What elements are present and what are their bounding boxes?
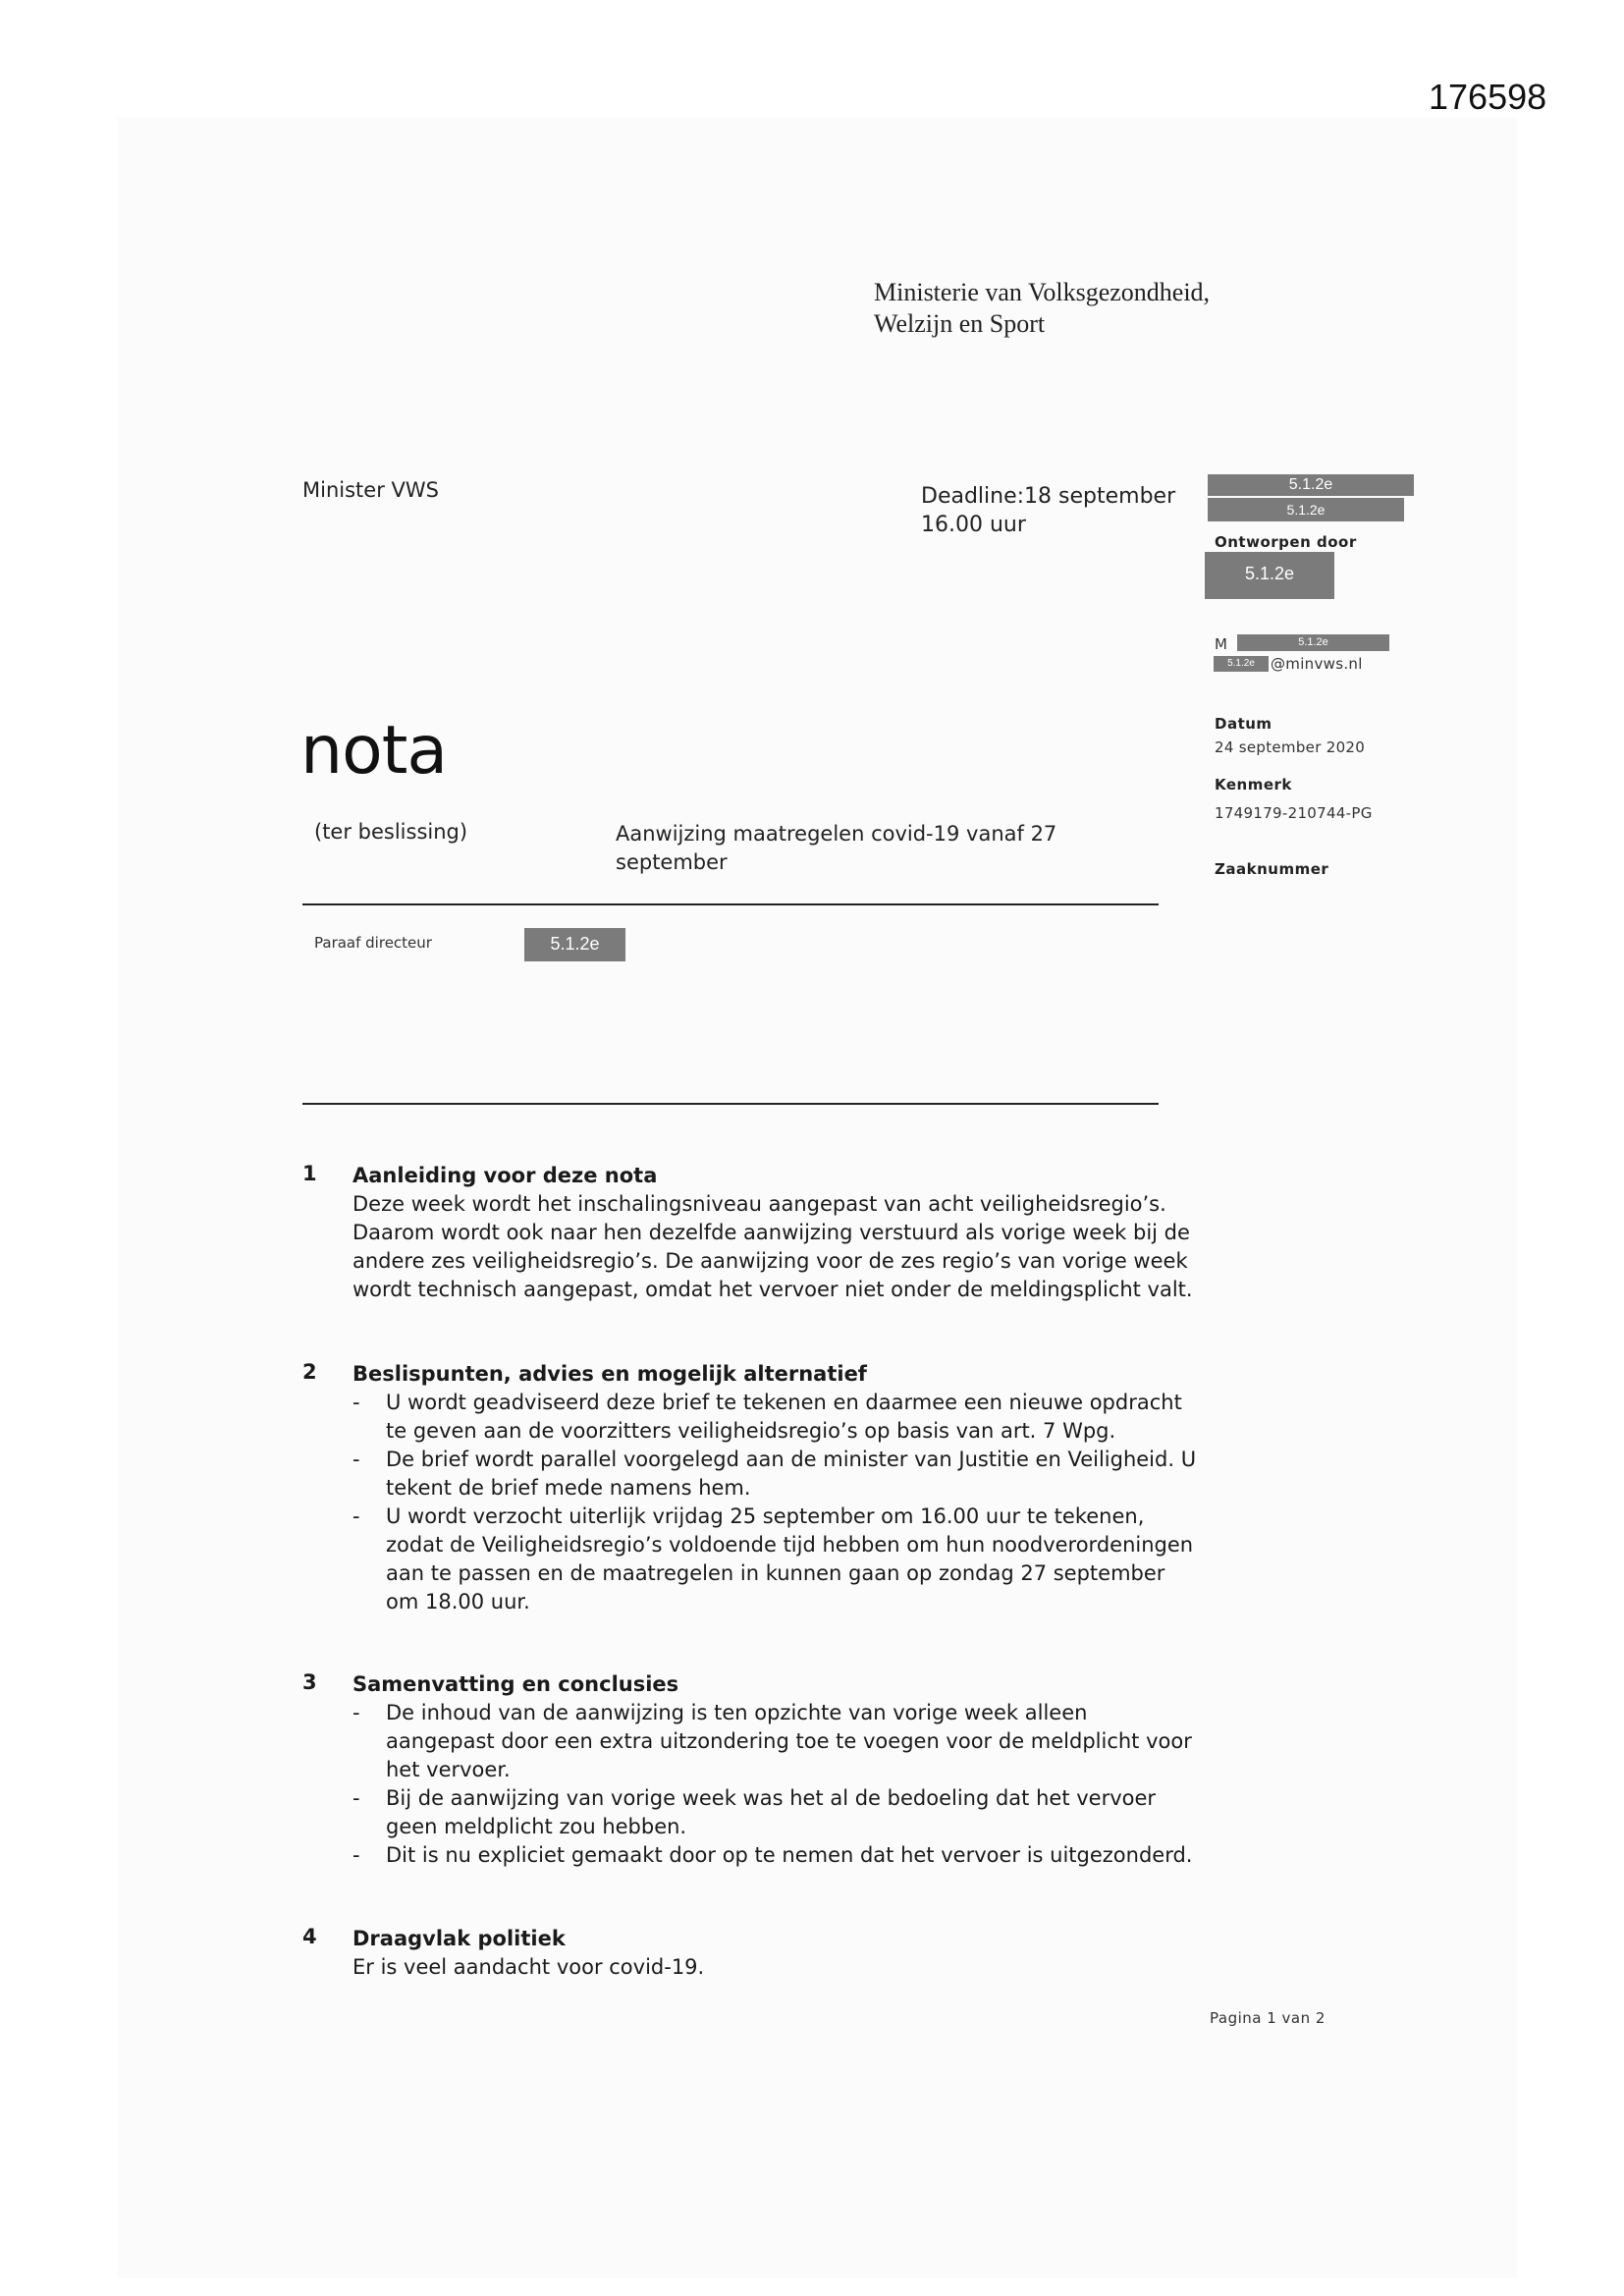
deadline-line-2: 16.00 uur — [921, 513, 1026, 537]
deadline — [921, 482, 1216, 539]
list-item — [352, 1503, 1197, 1616]
pagination: Pagina 1 van 2 — [1210, 2009, 1326, 2027]
bullet-text: Bij de aanwijzing van vorige week was het al de bedoeling dat het vervoer geen meldplicht zou hebben. — [386, 1786, 1157, 1838]
document-type-title: nota — [300, 712, 448, 790]
datum-label: Datum — [1215, 715, 1272, 733]
bullet-list — [352, 1389, 1197, 1616]
divider — [302, 1103, 1159, 1105]
datum-value: 24 september 2020 — [1215, 738, 1366, 756]
bullet-text: De inhoud van de aanwijzing is ten opzichte van vorige week alleen aangepast door een extra uitzondering toe te voegen voor de meldplicht voor het vervoer. — [386, 1701, 1192, 1781]
section-title: Draagvlak politiek — [352, 1927, 566, 1950]
subject: Aanwijzing maatregelen covid-19 vanaf 27 september — [616, 822, 1057, 874]
list-item — [352, 1446, 1197, 1503]
bullet-dash: - — [352, 1504, 360, 1528]
redaction-block: 5.1.2e — [1208, 498, 1404, 521]
kenmerk-value: 1749179-210744-PG — [1215, 804, 1373, 822]
ontworpen-door-label: Ontworpen door — [1215, 533, 1357, 551]
redaction-block: 5.1.2e — [1205, 552, 1334, 599]
paraaf-label: Paraaf directeur — [314, 934, 432, 952]
zaaknummer-label: Zaaknummer — [1215, 860, 1329, 878]
ter-beslissing: (ter beslissing) — [314, 820, 468, 844]
list-item — [352, 1841, 1197, 1870]
section-number: 4 — [302, 1925, 317, 1948]
section-number: 1 — [302, 1162, 317, 1185]
list-item — [352, 1699, 1197, 1784]
bullet-dash: - — [352, 1843, 360, 1867]
m-label: M — [1215, 635, 1228, 653]
section-number: 2 — [302, 1360, 317, 1384]
section-text: Er is veel aandacht voor covid-19. — [352, 1955, 705, 1979]
ministry-logo-text — [874, 277, 1210, 340]
section-title: Aanleiding voor deze nota — [352, 1164, 658, 1187]
bullet-text: Dit is nu expliciet gemaakt door op te nemen dat het vervoer is uitgezonderd. — [386, 1843, 1193, 1867]
section-title: Beslispunten, advies en mogelijk alternatief — [352, 1362, 867, 1386]
bullet-text: De brief wordt parallel voorgelegd aan de minister van Justitie en Veiligheid. U tekent de brief mede namens hem. — [386, 1448, 1197, 1500]
redaction-block: 5.1.2e — [1214, 656, 1269, 672]
bullet-dash: - — [352, 1701, 360, 1724]
bullet-dash: - — [352, 1786, 360, 1810]
deadline-line-1: Deadline:18 september — [921, 484, 1176, 509]
ministry-line-1: Ministerie van Volksgezondheid, — [874, 278, 1211, 306]
section-title: Samenvatting en conclusies — [352, 1672, 679, 1696]
section-number: 3 — [302, 1670, 317, 1694]
bullet-text: U wordt verzocht uiterlijk vrijdag 25 september om 16.00 uur te tekenen, zodat de Veiligheidsregio’s voldoende tijd hebben om hun noodverordeningen aan te passen en de maatregelen in kunnen gaan op zondag 27 september om 18.00 uur. — [386, 1504, 1194, 1613]
bullet-dash: - — [352, 1448, 360, 1471]
document-id: 176598 — [1429, 77, 1547, 117]
kenmerk-label: Kenmerk — [1215, 776, 1292, 793]
redaction-block: 5.1.2e — [1208, 474, 1414, 496]
addressee: Minister VWS — [302, 478, 439, 502]
redaction-block: 5.1.2e — [524, 928, 625, 961]
email-suffix: @minvws.nl — [1271, 655, 1363, 673]
divider — [302, 903, 1159, 905]
redaction-block: 5.1.2e — [1237, 634, 1389, 651]
list-item — [352, 1389, 1197, 1446]
bullet-text: U wordt geadviseerd deze brief te tekenen en daarmee een nieuwe opdracht te geven aan de voorzitters veiligheidsregio’s op basis van art. 7 Wpg. — [386, 1391, 1182, 1443]
bullet-list — [352, 1699, 1197, 1870]
bullet-dash: - — [352, 1391, 360, 1414]
section-text: Deze week wordt het inschalingsniveau aangepast van acht veiligheidsregio’s. Daarom wordt ook naar hen dezelfde aanwijzing verstuurd als vorige week bij de andere zes veiligheidsregio’s. De aanwijzing voor de zes regio’s van vorige week wordt technisch aangepast, omdat het vervoer niet onder de meldingsplicht valt. — [352, 1192, 1193, 1301]
ministry-line-2: Welzijn en Sport — [874, 309, 1046, 338]
list-item — [352, 1784, 1197, 1841]
